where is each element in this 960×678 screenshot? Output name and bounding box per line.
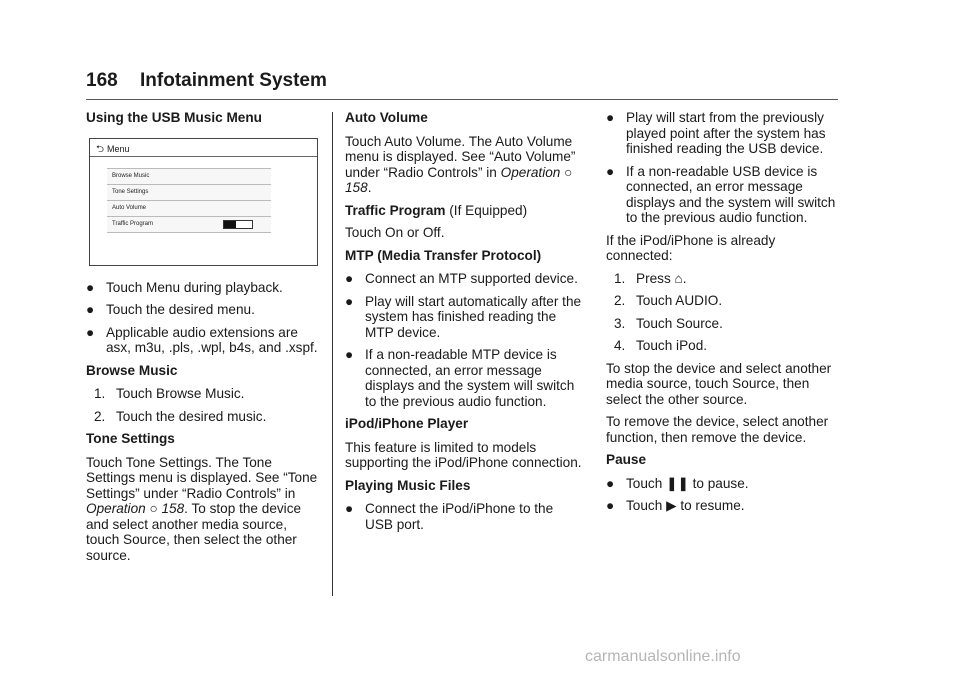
figure-menu-item: Browse Music <box>107 168 271 184</box>
figure-menu-list <box>107 168 271 233</box>
ipod-player-paragraph: This feature is limited to models supporting the iPod/iPhone connection. <box>345 439 582 470</box>
figure-menu-item: Auto Volume <box>107 200 271 216</box>
step-item: 1. Press ⌂. <box>614 270 687 286</box>
figure-menu-item-traffic <box>107 216 271 233</box>
page-header <box>86 70 838 98</box>
bullet-item: ● Touch ▶ to resume. <box>606 498 745 513</box>
remove-device-paragraph: To remove the device, select another function, then remove the device. <box>606 414 829 445</box>
step-item: 1. Touch Browse Music. <box>94 386 245 401</box>
bullet-item: ● Play will start from the previously played point after the system has finished reading the USB device. <box>606 110 826 156</box>
cross-reference[interactable]: Operation <box>86 501 146 516</box>
watermark: carmanualsonline.info <box>585 648 741 665</box>
play-icon: ▶ <box>666 498 677 513</box>
auto-volume-paragraph: Touch Auto Volume. The Auto Volume menu is displayed. See “Auto Volume” under “Radio Controls” in Operation ○ 158. <box>345 133 576 195</box>
bullet-item: ● Connect the iPod/iPhone to the USB port. <box>345 501 554 532</box>
already-connected-paragraph: If the iPod/iPhone is already connected: <box>606 232 776 263</box>
bullet-item: ● Play will start automatically after the system has finished reading the MTP device. <box>345 293 582 340</box>
step-item: 2. Touch AUDIO. <box>614 293 723 308</box>
home-icon: ⌂ <box>674 270 683 286</box>
tone-settings-heading: Tone Settings <box>86 431 175 446</box>
section-title: Infotainment System <box>140 70 327 91</box>
stop-device-paragraph: To stop the device and select another media source, touch Source, then select the other source. <box>606 360 832 407</box>
pause-heading: Pause <box>606 452 647 467</box>
column-2 <box>345 110 582 539</box>
page-number: 168 <box>86 70 118 91</box>
header-rule <box>86 99 838 100</box>
column-3 <box>606 110 840 521</box>
bullet-item: ● Touch ❚❚ to pause. <box>606 475 749 491</box>
bullet-item: ● Connect an MTP supported device. <box>345 271 578 286</box>
figure-back-label: Menu <box>107 143 130 154</box>
page-reference[interactable]: 158 <box>345 180 368 195</box>
back-arrow-icon: ⮌ <box>96 143 105 155</box>
cross-reference[interactable]: Operation <box>500 164 561 180</box>
traffic-program-heading-line <box>345 203 582 219</box>
bullet-item: ● If a non-readable MTP device is connected, an error message displays and the system will switch to the previous audio function. <box>345 347 575 409</box>
bullet-item: ● Applicable audio extensions are asx, m3u, .pls, .wpl, b4s, and .xspf. <box>86 324 318 355</box>
bullet-item: ● Touch the desired menu. <box>86 302 255 317</box>
playing-music-heading: Playing Music Files <box>345 477 471 493</box>
step-item: 4. Touch iPod. <box>614 338 708 353</box>
step-item: 2. Touch the desired music. <box>94 408 267 424</box>
auto-volume-heading: Auto Volume <box>345 110 428 125</box>
traffic-program-heading: Traffic Program <box>345 202 446 218</box>
figure-menu-item-label: Traffic Program <box>112 220 154 227</box>
ipod-player-heading: iPod/iPhone Player <box>345 416 469 431</box>
figure-menu-item: Tone Settings <box>107 184 271 200</box>
bullet-item: ● Touch Menu during playback. <box>86 279 283 295</box>
bullet-item: ● If a non-readable USB device is connected, an error message displays and the system will switch to the previous audio function. <box>606 163 836 225</box>
step-item: 3. Touch Source. <box>614 315 723 331</box>
pause-icon: ❚❚ <box>666 475 689 491</box>
toggle-switch-icon <box>223 220 253 229</box>
traffic-program-paragraph: Touch On or Off. <box>345 225 445 240</box>
usb-menu-screenshot <box>89 138 318 266</box>
usb-menu-heading: Using the USB Music Menu <box>86 110 262 125</box>
figure-divider <box>90 156 317 157</box>
page-ref-arrow-icon: ○ <box>149 501 158 516</box>
traffic-program-suffix: (If Equipped) <box>449 202 528 218</box>
tone-settings-paragraph: Touch Tone Settings. The Tone Settings menu is displayed. See “Tone Settings” under “Radio Controls” in Operation ○ 158. To stop the device and select another media source, touch Source, then select the other source. <box>86 454 318 563</box>
column-1 <box>86 110 318 570</box>
mtp-heading: MTP (Media Transfer Protocol) <box>345 247 542 263</box>
column-divider <box>332 112 333 596</box>
page-reference[interactable]: 158 <box>161 501 185 516</box>
page-ref-arrow-icon: ○ <box>564 164 573 180</box>
browse-music-heading: Browse Music <box>86 362 178 378</box>
